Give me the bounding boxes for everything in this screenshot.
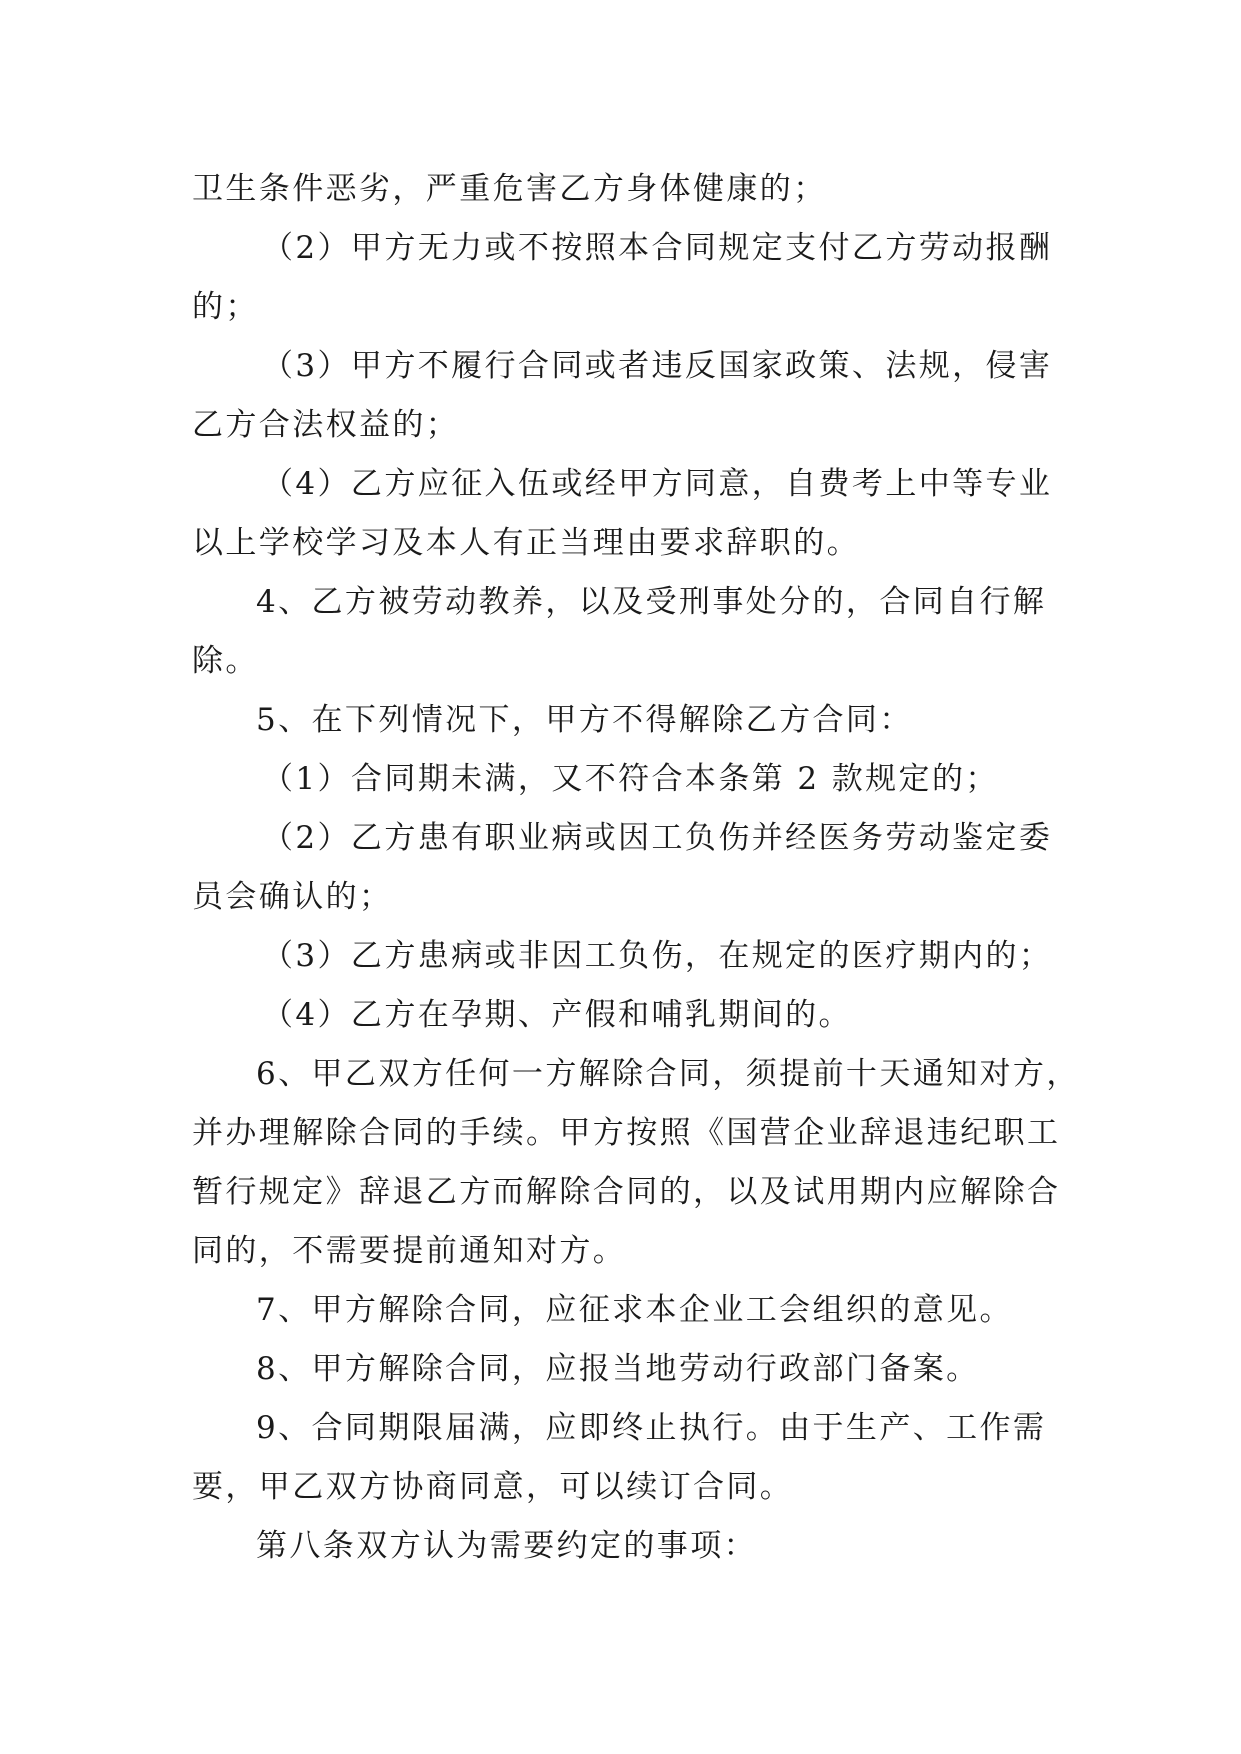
text-line: 员会确认的； [192,879,393,915]
text-line: （3）乙方患病或非因工负伤，在规定的医疗期内的； [262,938,1053,974]
text-line: （2）乙方患有职业病或因工负伤并经医务劳动鉴定委 [262,820,1053,856]
text-line: （4）乙方应征入伍或经甲方同意，自费考上中等专业 [262,466,1053,502]
text-line: 6、甲乙双方任何一方解除合同，须提前十天通知对方， [256,1056,1080,1092]
text-line: （3）甲方不履行合同或者违反国家政策、法规，侵害 [262,348,1053,384]
text-line: （4）乙方在孕期、产假和哺乳期间的。 [262,997,852,1033]
text-line: （1）合同期未满，又不符合本条第 2 款规定的； [262,761,999,797]
text-line: 4、乙方被劳动教养，以及受刑事处分的，合同自行解 [256,584,1047,620]
text-line: 要，甲乙双方协商同意，可以续订合同。 [192,1469,794,1505]
text-line: 乙方合法权益的； [192,407,460,443]
text-line: 的； [192,289,259,325]
text-line: 5、在下列情况下，甲方不得解除乙方合同： [256,702,913,738]
text-line: 同的，不需要提前通知对方。 [192,1233,627,1269]
text-line: 7、甲方解除合同，应征求本企业工会组织的意见。 [256,1292,1013,1328]
text-line: 8、甲方解除合同，应报当地劳动行政部门备案。 [256,1351,980,1387]
text-line: 除。 [192,643,259,679]
text-line: （2）甲方无力或不按照本合同规定支付乙方劳动报酬 [262,230,1053,266]
text-line: 暂行规定》辞退乙方而解除合同的，以及试用期内应解除合 [192,1174,1061,1210]
text-line: 以上学校学习及本人有正当理由要求辞职的。 [192,525,860,561]
contract-text [192,160,1080,1576]
text-line: 并办理解除合同的手续。甲方按照《国营企业辞退违纪职工 [192,1115,1061,1151]
text-line: 9、合同期限届满，应即终止执行。由于生产、工作需 [256,1410,1047,1446]
text-line: 卫生条件恶劣，严重危害乙方身体健康的； [192,171,827,207]
text-line: 第八条双方认为需要约定的事项： [256,1528,757,1564]
